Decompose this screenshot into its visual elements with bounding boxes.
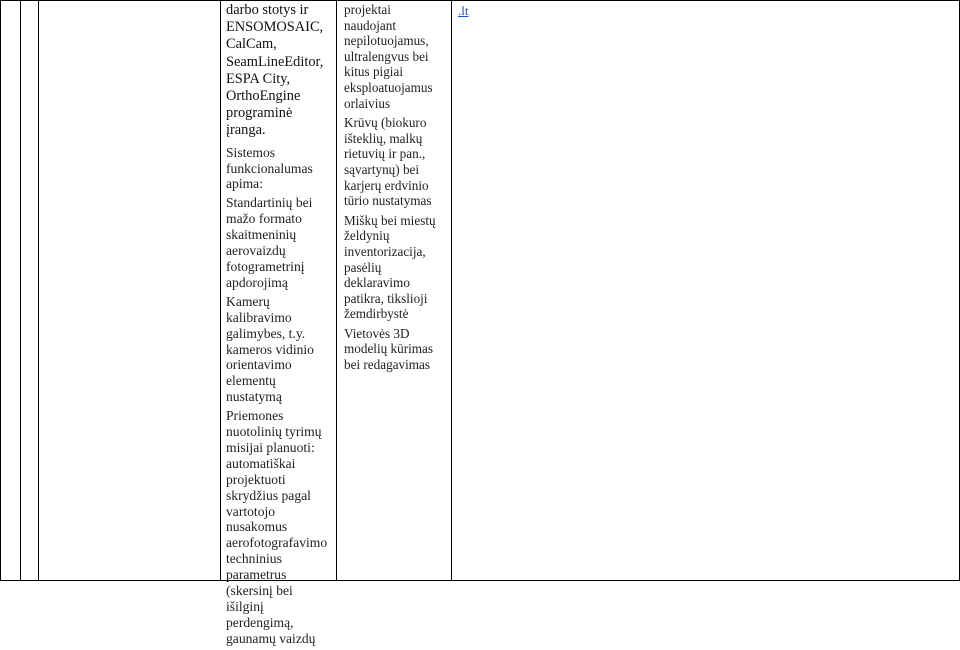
table-top-border bbox=[0, 0, 960, 1]
applications-cell bbox=[344, 2, 444, 377]
column-border bbox=[451, 0, 452, 581]
functionality-item: Priemones nuotolinių tyrimų misijai planuoti: automatiškai projektuoti skrydžius pagal vartotojo nusakomus aerofotografavimo techninius parametrus (skersinį bei išilginį perdengimą, gaunamų vaizdų bbox=[226, 408, 328, 646]
application-item: Miškų bei miestų želdynių inventorizacija, pasėlių deklaravimo patikra, tikslioji žemdirbystė bbox=[344, 212, 436, 322]
application-item: projektai naudojant nepilotuojamus, ultralengvus bei kitus pigiai eksploatuojamus orlaivius bbox=[344, 2, 433, 111]
functionality-heading: Sistemos funkcionalumas apima: bbox=[226, 144, 313, 192]
website-link[interactable]: .lt bbox=[458, 3, 469, 18]
contact-cell bbox=[458, 2, 558, 20]
application-item: Vietovės 3D modelių kūrimas bei redagavimas bbox=[344, 325, 434, 373]
column-border bbox=[20, 0, 21, 581]
functionality-item: Kamerų kalibravimo galimybes, t.y. kameros vidinio orientavimo elementų nustatymą bbox=[226, 293, 314, 405]
column-border bbox=[336, 0, 337, 581]
column-border bbox=[38, 0, 39, 581]
software-list-text: darbo stotys ir ENSOMOSAIC, CalCam, SeamLineEditor, ESPA City, OrthoEngine programinė įranga. bbox=[226, 2, 324, 139]
column-border bbox=[0, 0, 1, 581]
system-description-cell bbox=[226, 2, 332, 650]
column-border bbox=[220, 0, 221, 581]
application-item: Krūvų (biokuro išteklių, malkų rietuvių ir pan., sąvartynų) bei karjerų erdvinio tūrio nustatymas bbox=[344, 115, 432, 209]
functionality-item: Standartinių bei mažo formato skaitmeninių aerovaizdų fotogrametrinį apdorojimą bbox=[226, 195, 313, 290]
